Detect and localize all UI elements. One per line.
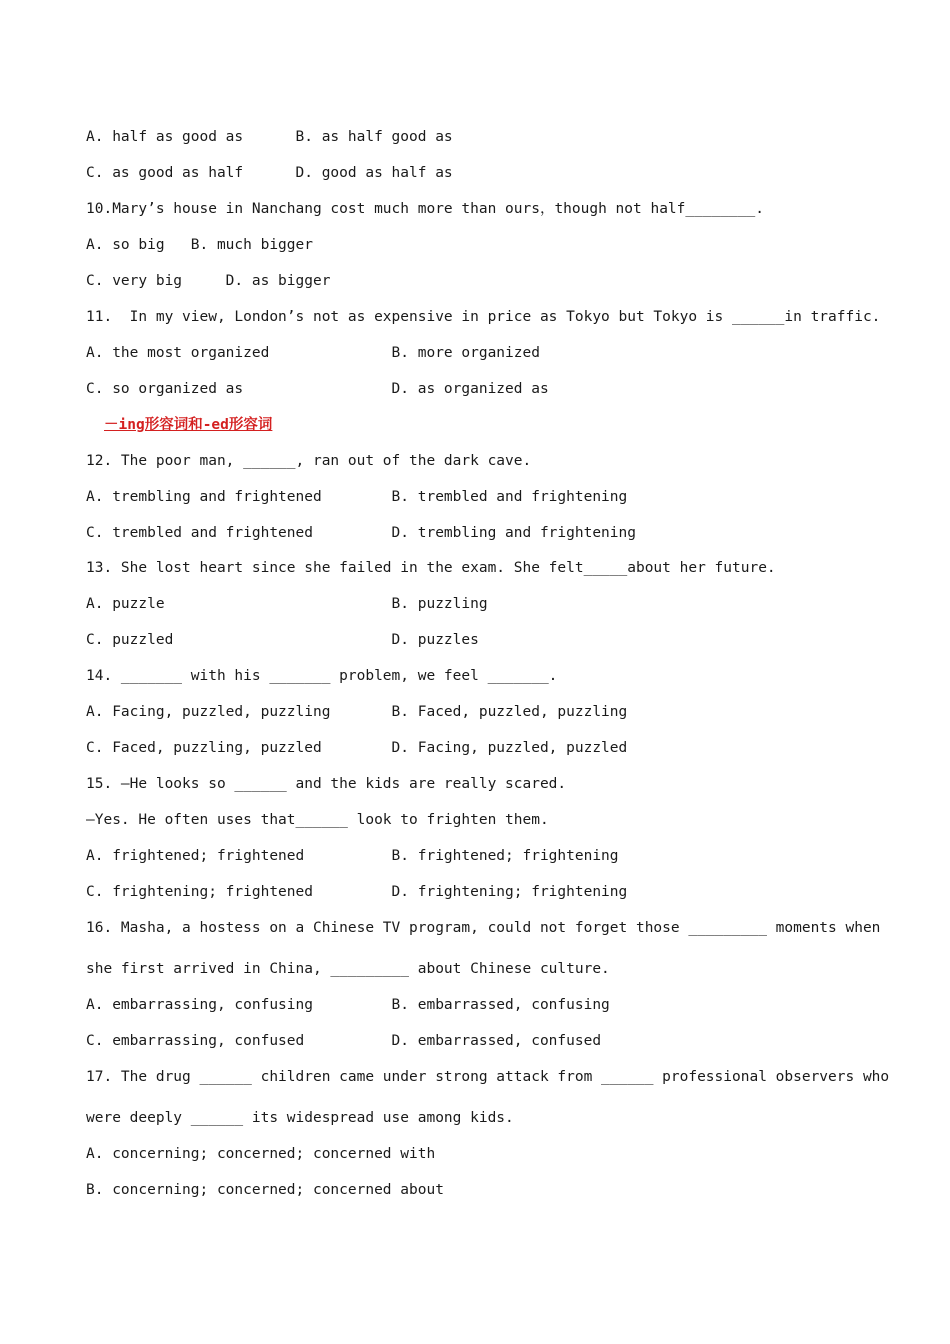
question-12: 12. The poor man, ______, ran out of the dark cave. bbox=[86, 453, 532, 469]
q12-options-cd: C. trembled and frightened D. trembling and frightening bbox=[86, 525, 636, 541]
q9-options-cd: C. as good as half D. good as half as bbox=[86, 165, 453, 181]
q14-options-ab: A. Facing, puzzled, puzzling B. Faced, puzzled, puzzling bbox=[86, 704, 628, 720]
q16-options-ab: A. embarrassing, confusing B. embarrassed, confusing bbox=[86, 997, 610, 1013]
q11-options-cd: C. so organized as D. as organized as bbox=[86, 381, 549, 397]
question-16-cont: she first arrived in China, _________ about Chinese culture. bbox=[86, 961, 610, 977]
q17-option-b: B. concerning; concerned; concerned about bbox=[86, 1182, 444, 1198]
question-15-reply: —Yes. He often uses that______ look to frighten them. bbox=[86, 812, 549, 828]
q14-options-cd: C. Faced, puzzling, puzzled D. Facing, puzzled, puzzled bbox=[86, 740, 628, 756]
q10-options-cd: C. very big D. as bigger bbox=[86, 273, 331, 289]
q10-options-ab: A. so big B. much bigger bbox=[86, 237, 313, 253]
q13-options-cd: C. puzzled D. puzzles bbox=[86, 632, 479, 648]
q15-options-cd: C. frightening; frightened D. frightening; frightening bbox=[86, 884, 628, 900]
q17-option-a: A. concerning; concerned; concerned with bbox=[86, 1146, 436, 1162]
q12-options-ab: A. trembling and frightened B. trembled and frightening bbox=[86, 489, 628, 505]
section-heading: －ing形容词和-ed形容词 bbox=[104, 417, 273, 433]
question-13: 13. She lost heart since she failed in the exam. She felt_____about her future. bbox=[86, 560, 776, 576]
question-15: 15. —He looks so ______ and the kids are really scared. bbox=[86, 776, 567, 792]
question-17: 17. The drug ______ children came under strong attack from ______ professional observers who bbox=[86, 1069, 890, 1085]
q9-options-ab: A. half as good as B. as half good as bbox=[86, 129, 453, 145]
question-14: 14. _______ with his _______ problem, we feel _______. bbox=[86, 668, 558, 684]
q16-options-cd: C. embarrassing, confused D. embarrassed, confused bbox=[86, 1033, 602, 1049]
question-17-cont: were deeply ______ its widespread use among kids. bbox=[86, 1110, 514, 1126]
question-16: 16. Masha, a hostess on a Chinese TV program, could not forget those _________ moments when bbox=[86, 920, 881, 936]
q11-options-ab: A. the most organized B. more organized bbox=[86, 345, 540, 361]
question-11: 11. In my view, London’s not as expensive in price as Tokyo but Tokyo is ______in traffic. bbox=[86, 309, 881, 325]
question-10: 10.Mary’s house in Nanchang cost much more than ours，though not half________. bbox=[86, 201, 764, 217]
q15-options-ab: A. frightened; frightened B. frightened; frightening bbox=[86, 848, 619, 864]
q13-options-ab: A. puzzle B. puzzling bbox=[86, 596, 488, 612]
